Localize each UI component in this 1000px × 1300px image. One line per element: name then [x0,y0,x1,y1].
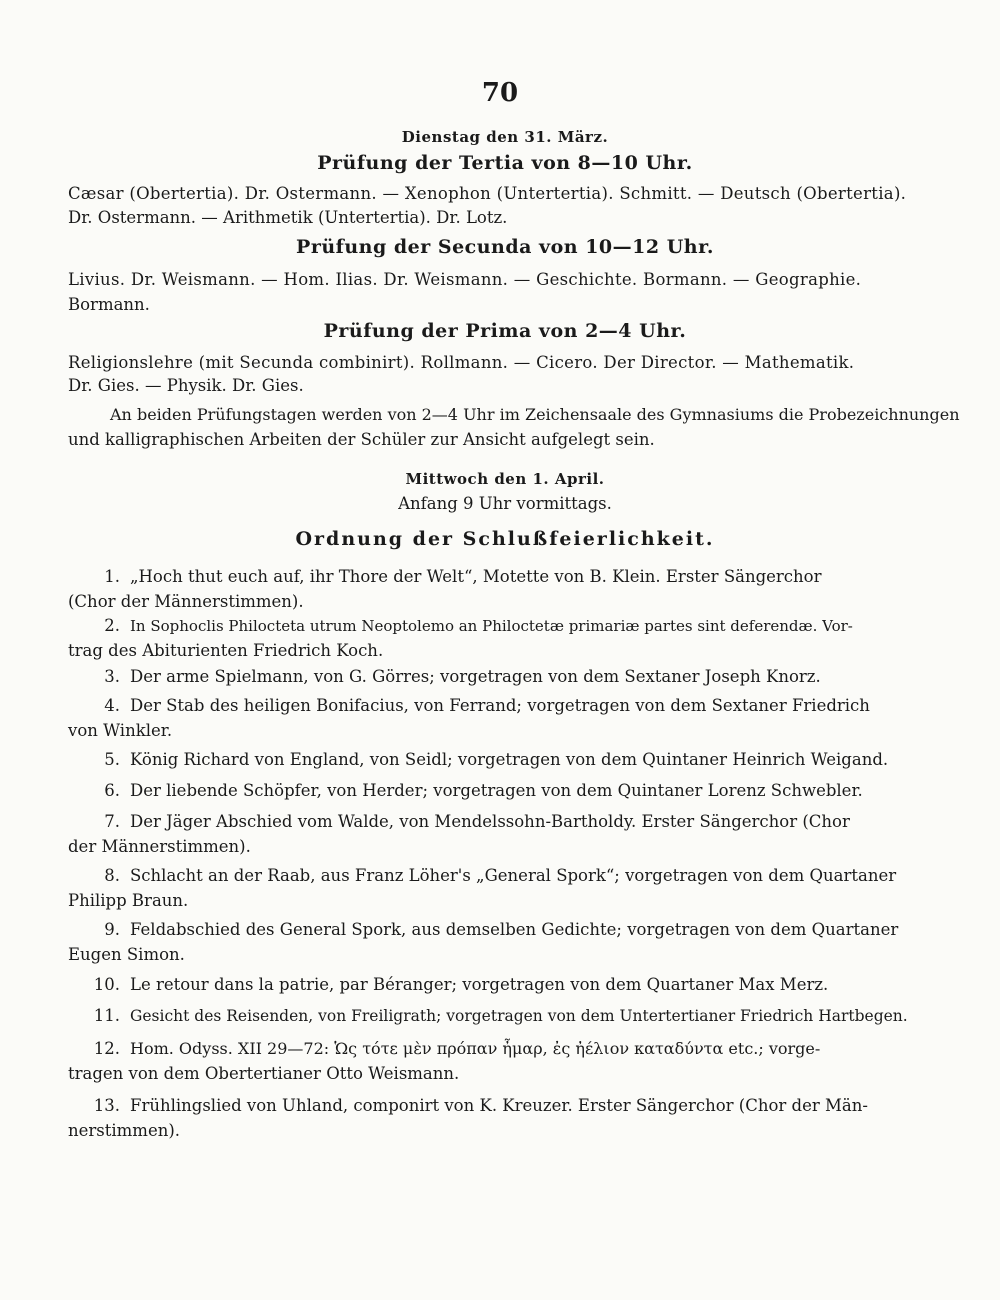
item-number: 4. [104,696,120,715]
tertia-line-1: Cæsar (Obertertia). Dr. Ostermann. — Xenophon (Untertertia). Schmitt. — Deutsch (Obertertia). [68,184,907,203]
item-line: König Richard von England, von Seidl; vorgetragen von dem Quintaner Heinrich Weigand. [130,750,889,769]
item-line: nerstimmen). [68,1121,181,1140]
item-line: Gesicht des Reisenden, von Freiligrath; vorgetragen von dem Untertertianer Friedrich Hartbegen. [130,1007,908,1025]
prima-line-1: Religionslehre (mit Secunda combinirt). Rollmann. — Cicero. Der Director. — Mathematik. [68,353,855,372]
item-line: „Hoch thut euch auf, ihr Thore der Welt“, Motette von B. Klein. Erster Sängerchor [130,567,822,586]
item-line: Der Stab des heiligen Bonifacius, von Ferrand; vorgetragen von dem Sextaner Friedrich [130,696,870,715]
prima-line-2: Dr. Gies. — Physik. Dr. Gies. [68,376,304,395]
program-item-9 [68,920,948,964]
item-line: In Sophoclis Philocteta utrum Neoptolemo an Philoctetæ primariæ partes sint deferendæ. Vor- [130,617,853,635]
item-number: 8. [104,866,120,885]
program-item-6 [68,781,948,800]
item-number: 12. [93,1039,120,1058]
tertia-heading: Prüfung der Tertia von 8—10 Uhr. [317,152,693,174]
item-line: Der liebende Schöpfer, von Herder; vorgetragen von dem Quintaner Lorenz Schwebler. [130,781,863,800]
program-item-5 [68,750,948,769]
item-line: Philipp Braun. [68,891,189,910]
item-line: der Männerstimmen). [68,837,251,856]
item-line: Frühlingslied von Uhland, componirt von K. Kreuzer. Erster Sängerchor (Chor der Män- [130,1096,868,1115]
item-line: von Winkler. [68,721,173,740]
item-number: 13. [93,1096,120,1115]
date-tuesday: Dienstag den 31. März. [401,128,609,146]
ceremony-heading: Ordnung der Schlußfeierlichkeit. [295,528,715,550]
item-line: (Chor der Männerstimmen). [68,592,304,611]
item-number: 9. [104,920,120,939]
program-item-1 [68,567,948,611]
program-item-12 [68,1039,948,1083]
program-item-8 [68,866,948,910]
item-line: Hom. Odyss. XII 29—72: Ὡς τότε μὲν πρόπαν ἦμαρ, ἐς ἠέλιον καταδύντα etc.; vorge- [130,1039,821,1058]
item-number: 7. [104,812,120,831]
secunda-line-1: Livius. Dr. Weismann. — Hom. Ilias. Dr. Weismann. — Geschichte. Bormann. — Geographie. [68,270,862,289]
item-line: trag des Abiturienten Friedrich Koch. [68,641,384,660]
note-line-2: und kalligraphischen Arbeiten der Schüler zur Ansicht aufgelegt sein. [68,430,655,449]
item-line: Feldabschied des General Spork, aus demselben Gedichte; vorgetragen von dem Quartaner [130,920,899,939]
secunda-line-2: Bormann. [68,295,150,314]
item-number: 11. [93,1006,120,1025]
item-line: Le retour dans la patrie, par Béranger; vorgetragen von dem Quartaner Max Merz. [130,975,829,994]
item-line: Eugen Simon. [68,945,185,964]
item-line: tragen von dem Obertertianer Otto Weismann. [68,1064,460,1083]
item-line: Der Jäger Abschied vom Walde, von Mendelssohn-Bartholdy. Erster Sängerchor (Chor [130,812,850,831]
note-line-1: An beiden Prüfungstagen werden von 2—4 Uhr im Zeichensaale des Gymnasiums die Probezeichnungen [110,405,960,424]
item-number: 5. [104,750,120,769]
item-number: 10. [93,975,120,994]
program-item-4 [68,696,948,740]
page-number: 70 [481,78,519,108]
item-number: 6. [104,781,120,800]
date-wednesday: Mittwoch den 1. April. [405,470,605,488]
program-item-2 [68,616,948,660]
item-line: Der arme Spielmann, von G. Görres; vorgetragen von dem Sextaner Joseph Knorz. [130,667,821,686]
secunda-heading: Prüfung der Secunda von 10—12 Uhr. [296,236,714,258]
program-item-11 [68,1006,948,1025]
program-item-7 [68,812,948,856]
prima-heading: Prüfung der Prima von 2—4 Uhr. [323,320,687,342]
item-number: 1. [104,567,120,586]
item-number: 3. [104,667,120,686]
tertia-line-2: Dr. Ostermann. — Arithmetik (Untertertia). Dr. Lotz. [68,208,508,227]
program-item-10 [68,975,948,994]
program-item-3 [68,667,948,686]
start-time: Anfang 9 Uhr vormittags. [398,494,612,513]
item-line: Schlacht an der Raab, aus Franz Löher's „General Spork“; vorgetragen von dem Quartaner [130,866,897,885]
program-item-13 [68,1096,948,1140]
item-number: 2. [104,616,120,635]
